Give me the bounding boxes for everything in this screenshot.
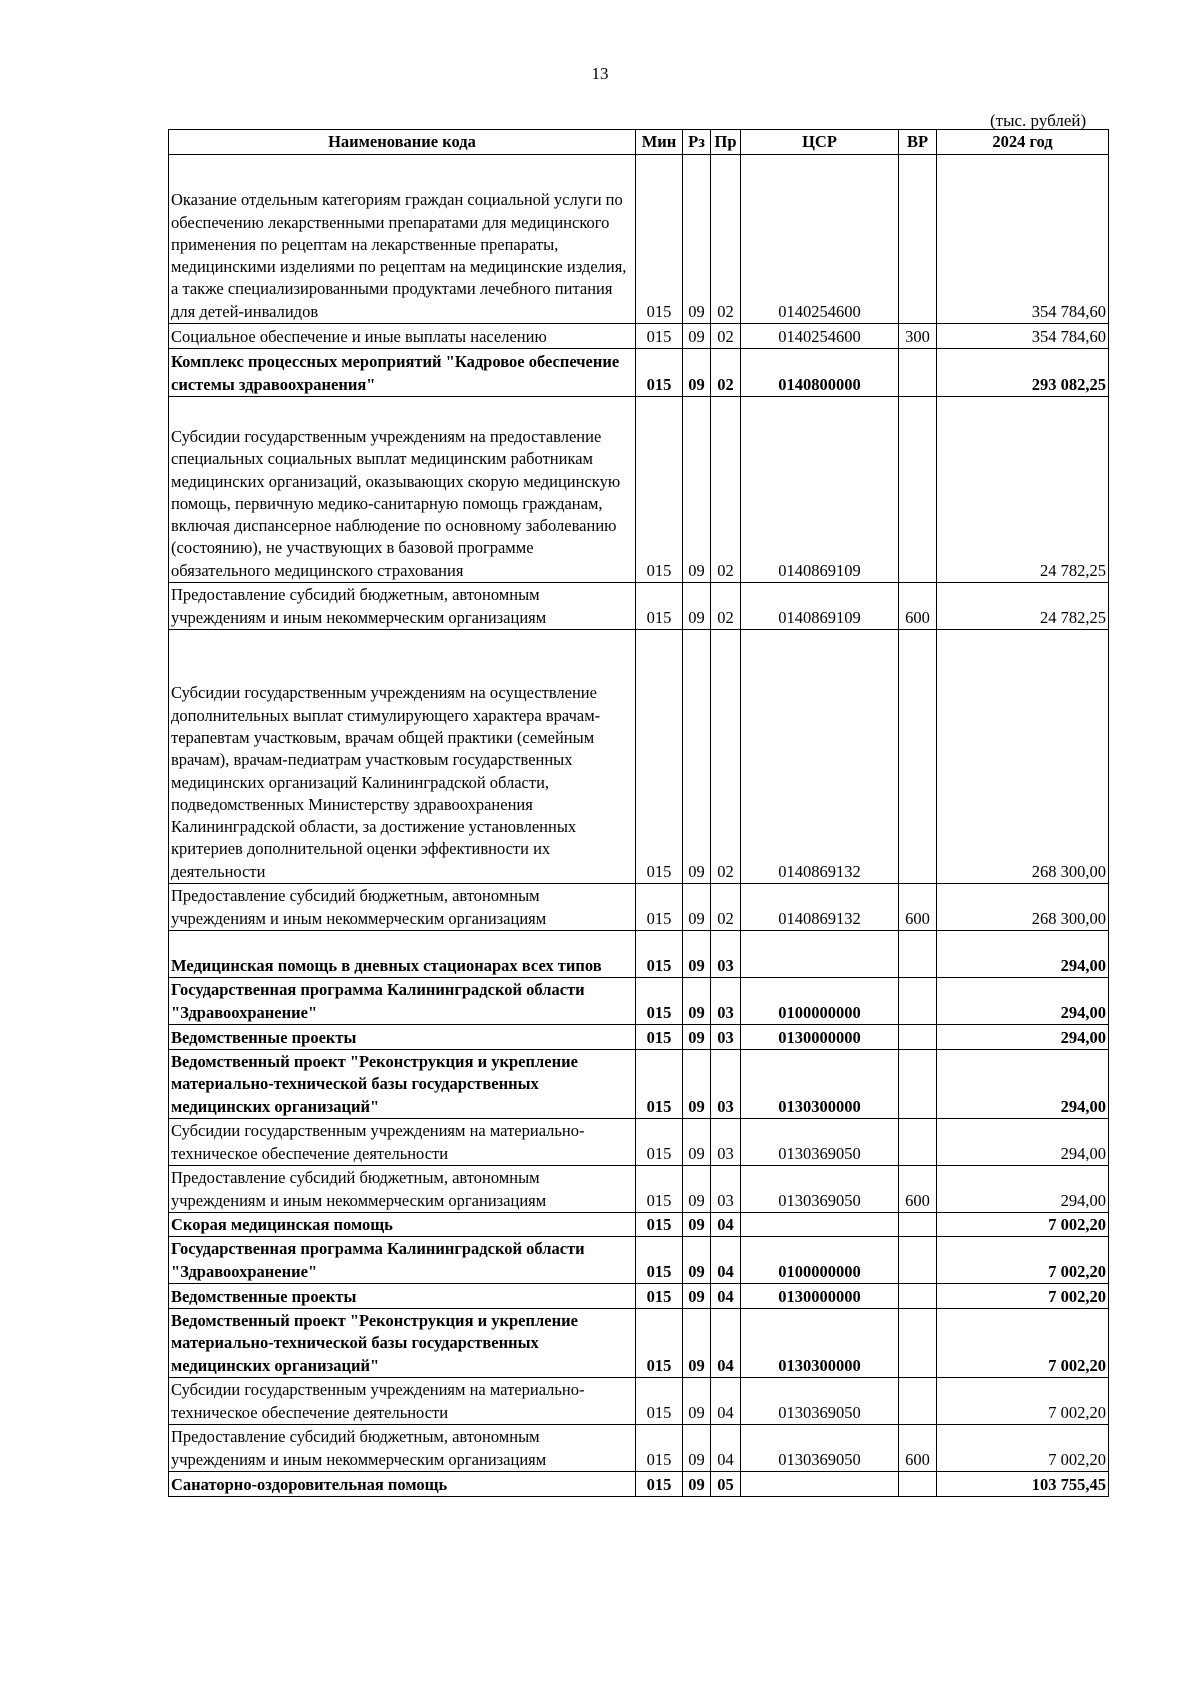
table-row xyxy=(169,1213,1109,1237)
cell-name: Комплекс процессных мероприятий "Кадровое обеспечение системы здравоохранения" xyxy=(169,349,636,397)
cell-csr: 0140254600 xyxy=(741,324,899,349)
cell-min: 015 xyxy=(636,884,683,931)
cell-min: 015 xyxy=(636,1119,683,1166)
cell-amount: 7 002,20 xyxy=(937,1237,1109,1284)
cell-rz: 09 xyxy=(683,1213,711,1237)
table-row xyxy=(169,583,1109,630)
table-row xyxy=(169,978,1109,1025)
cell-amount: 24 782,25 xyxy=(937,397,1109,583)
cell-min: 015 xyxy=(636,931,683,978)
cell-csr xyxy=(741,1213,899,1237)
cell-rz: 09 xyxy=(683,1166,711,1213)
cell-pr: 04 xyxy=(711,1284,741,1309)
cell-amount: 268 300,00 xyxy=(937,630,1109,884)
cell-name: Субсидии государственным учреждениям на предоставление специальных социальных выплат медицинским работникам медицинских организаций, оказывающих скорую медицинскую помощь, первичную медико-санитарную помощь гражданам, включая диспансерное наблюдение по основному заболеванию (состоянию), не участвующих в базовой программе обязательного медицинского страхования xyxy=(169,397,636,583)
cell-min: 015 xyxy=(636,1472,683,1497)
cell-rz: 09 xyxy=(683,155,711,324)
cell-name: Социальное обеспечение и иные выплаты населению xyxy=(169,324,636,349)
table-row xyxy=(169,884,1109,931)
cell-csr xyxy=(741,1472,899,1497)
cell-vr xyxy=(899,1025,937,1050)
cell-min: 015 xyxy=(636,630,683,884)
cell-min: 015 xyxy=(636,1166,683,1213)
cell-min: 015 xyxy=(636,1025,683,1050)
cell-rz: 09 xyxy=(683,1425,711,1472)
cell-pr: 02 xyxy=(711,884,741,931)
page-number: 13 xyxy=(591,64,609,83)
cell-amount: 7 002,20 xyxy=(937,1378,1109,1425)
cell-amount: 7 002,20 xyxy=(937,1284,1109,1309)
cell-min: 015 xyxy=(636,1237,683,1284)
cell-min: 015 xyxy=(636,397,683,583)
table-row xyxy=(169,397,1109,583)
cell-csr xyxy=(741,931,899,978)
cell-csr: 0130369050 xyxy=(741,1378,899,1425)
cell-amount: 294,00 xyxy=(937,978,1109,1025)
cell-name: Государственная программа Калининградской области "Здравоохранение" xyxy=(169,978,636,1025)
cell-vr xyxy=(899,1309,937,1378)
header-min: Мин xyxy=(636,130,683,155)
cell-min: 015 xyxy=(636,1378,683,1425)
cell-vr: 300 xyxy=(899,324,937,349)
table-row xyxy=(169,1119,1109,1166)
cell-csr: 0100000000 xyxy=(741,1237,899,1284)
header-pr: Пр xyxy=(711,130,741,155)
cell-pr: 02 xyxy=(711,630,741,884)
cell-name: Скорая медицинская помощь xyxy=(169,1213,636,1237)
table-header-row xyxy=(169,130,1109,155)
cell-pr: 02 xyxy=(711,324,741,349)
cell-name: Ведомственный проект "Реконструкция и укрепление материально-технической базы государственных медицинских организаций" xyxy=(169,1050,636,1119)
table-body xyxy=(169,155,1109,1497)
cell-name: Медицинская помощь в дневных стационарах всех типов xyxy=(169,931,636,978)
cell-amount: 7 002,20 xyxy=(937,1425,1109,1472)
cell-csr: 0130369050 xyxy=(741,1119,899,1166)
table-row xyxy=(169,1025,1109,1050)
cell-rz: 09 xyxy=(683,1472,711,1497)
cell-name: Санаторно-оздоровительная помощь xyxy=(169,1472,636,1497)
cell-pr: 04 xyxy=(711,1425,741,1472)
cell-csr: 0140869132 xyxy=(741,884,899,931)
cell-vr: 600 xyxy=(899,583,937,630)
cell-vr xyxy=(899,630,937,884)
cell-rz: 09 xyxy=(683,324,711,349)
cell-amount: 7 002,20 xyxy=(937,1309,1109,1378)
cell-vr xyxy=(899,1237,937,1284)
cell-name: Предоставление субсидий бюджетным, автономным учреждениям и иным некоммерческим организациям xyxy=(169,1425,636,1472)
cell-name: Предоставление субсидий бюджетным, автономным учреждениям и иным некоммерческим организациям xyxy=(169,884,636,931)
cell-name: Предоставление субсидий бюджетным, автономным учреждениям и иным некоммерческим организациям xyxy=(169,583,636,630)
cell-csr: 0100000000 xyxy=(741,978,899,1025)
cell-rz: 09 xyxy=(683,884,711,931)
cell-amount: 294,00 xyxy=(937,931,1109,978)
header-csr: ЦСР xyxy=(741,130,899,155)
cell-pr: 03 xyxy=(711,931,741,978)
cell-amount: 7 002,20 xyxy=(937,1213,1109,1237)
cell-min: 015 xyxy=(636,1284,683,1309)
cell-vr xyxy=(899,1213,937,1237)
cell-rz: 09 xyxy=(683,397,711,583)
table-row xyxy=(169,324,1109,349)
cell-vr: 600 xyxy=(899,1425,937,1472)
cell-min: 015 xyxy=(636,1309,683,1378)
cell-rz: 09 xyxy=(683,583,711,630)
table-row xyxy=(169,931,1109,978)
cell-min: 015 xyxy=(636,1425,683,1472)
cell-csr: 0140869132 xyxy=(741,630,899,884)
cell-pr: 04 xyxy=(711,1309,741,1378)
header-name: Наименование кода xyxy=(169,130,636,155)
table-row xyxy=(169,1472,1109,1497)
cell-csr: 0140869109 xyxy=(741,583,899,630)
table-row xyxy=(169,1050,1109,1119)
cell-min: 015 xyxy=(636,155,683,324)
cell-csr: 0130000000 xyxy=(741,1025,899,1050)
cell-vr xyxy=(899,1284,937,1309)
cell-pr: 04 xyxy=(711,1378,741,1425)
cell-pr: 02 xyxy=(711,397,741,583)
cell-min: 015 xyxy=(636,978,683,1025)
budget-table xyxy=(168,129,1109,1497)
cell-amount: 103 755,45 xyxy=(937,1472,1109,1497)
cell-amount: 294,00 xyxy=(937,1166,1109,1213)
cell-pr: 04 xyxy=(711,1213,741,1237)
cell-rz: 09 xyxy=(683,1237,711,1284)
cell-pr: 03 xyxy=(711,1166,741,1213)
cell-min: 015 xyxy=(636,1050,683,1119)
cell-amount: 293 082,25 xyxy=(937,349,1109,397)
cell-pr: 05 xyxy=(711,1472,741,1497)
cell-csr: 0130369050 xyxy=(741,1425,899,1472)
table-row xyxy=(169,1237,1109,1284)
cell-name: Государственная программа Калининградской области "Здравоохранение" xyxy=(169,1237,636,1284)
cell-name: Субсидии государственным учреждениям на материально-техническое обеспечение деятельности xyxy=(169,1119,636,1166)
cell-rz: 09 xyxy=(683,1378,711,1425)
cell-pr: 03 xyxy=(711,1025,741,1050)
header-year: 2024 год xyxy=(937,130,1109,155)
cell-name: Ведомственные проекты xyxy=(169,1025,636,1050)
cell-vr xyxy=(899,397,937,583)
cell-rz: 09 xyxy=(683,1050,711,1119)
cell-csr: 0140800000 xyxy=(741,349,899,397)
cell-csr: 0130300000 xyxy=(741,1309,899,1378)
cell-amount: 354 784,60 xyxy=(937,324,1109,349)
cell-amount: 268 300,00 xyxy=(937,884,1109,931)
cell-vr xyxy=(899,155,937,324)
table-row xyxy=(169,1378,1109,1425)
cell-amount: 294,00 xyxy=(937,1050,1109,1119)
cell-amount: 354 784,60 xyxy=(937,155,1109,324)
cell-min: 015 xyxy=(636,1213,683,1237)
cell-pr: 03 xyxy=(711,978,741,1025)
cell-vr xyxy=(899,349,937,397)
table-row xyxy=(169,155,1109,324)
cell-rz: 09 xyxy=(683,1025,711,1050)
table-row xyxy=(169,1425,1109,1472)
cell-vr xyxy=(899,1119,937,1166)
cell-csr: 0130000000 xyxy=(741,1284,899,1309)
cell-pr: 03 xyxy=(711,1119,741,1166)
cell-name: Субсидии государственным учреждениям на осуществление дополнительных выплат стимулирующего характера врачам-терапевтам участковым, врачам общей практики (семейным врачам), врачам-педиатрам участковым государственных медицинских организаций Калининградской области, подведомственных Министерству здравоохранения Калининградской области, за достижение установленных критериев дополнительной оценки эффективности их деятельности xyxy=(169,630,636,884)
cell-rz: 09 xyxy=(683,1309,711,1378)
cell-vr xyxy=(899,1472,937,1497)
cell-name: Предоставление субсидий бюджетным, автономным учреждениям и иным некоммерческим организациям xyxy=(169,1166,636,1213)
cell-min: 015 xyxy=(636,349,683,397)
header-rz: Рз xyxy=(683,130,711,155)
cell-min: 015 xyxy=(636,583,683,630)
cell-vr xyxy=(899,1050,937,1119)
table-row xyxy=(169,630,1109,884)
cell-csr: 0130300000 xyxy=(741,1050,899,1119)
cell-csr: 0130369050 xyxy=(741,1166,899,1213)
cell-pr: 04 xyxy=(711,1237,741,1284)
header-vr: ВР xyxy=(899,130,937,155)
cell-rz: 09 xyxy=(683,630,711,884)
cell-vr xyxy=(899,1378,937,1425)
cell-vr xyxy=(899,931,937,978)
cell-name: Ведомственный проект "Реконструкция и укрепление материально-технической базы государственных медицинских организаций" xyxy=(169,1309,636,1378)
cell-name: Субсидии государственным учреждениям на материально-техническое обеспечение деятельности xyxy=(169,1378,636,1425)
cell-amount: 294,00 xyxy=(937,1025,1109,1050)
cell-vr xyxy=(899,978,937,1025)
table-row xyxy=(169,1309,1109,1378)
cell-name: Ведомственные проекты xyxy=(169,1284,636,1309)
cell-name: Оказание отдельным категориям граждан социальной услуги по обеспечению лекарственными препаратами для медицинского применения по рецептам на лекарственные препараты, медицинскими изделиями по рецептам на медицинские изделия, а также специализированными продуктами лечебного питания для детей-инвалидов xyxy=(169,155,636,324)
cell-vr: 600 xyxy=(899,884,937,931)
cell-vr: 600 xyxy=(899,1166,937,1213)
cell-pr: 02 xyxy=(711,155,741,324)
cell-min: 015 xyxy=(636,324,683,349)
table-row xyxy=(169,1284,1109,1309)
cell-rz: 09 xyxy=(683,349,711,397)
table-row xyxy=(169,349,1109,397)
cell-rz: 09 xyxy=(683,978,711,1025)
cell-pr: 02 xyxy=(711,349,741,397)
cell-pr: 03 xyxy=(711,1050,741,1119)
cell-csr: 0140254600 xyxy=(741,155,899,324)
cell-amount: 24 782,25 xyxy=(937,583,1109,630)
cell-rz: 09 xyxy=(683,1284,711,1309)
cell-rz: 09 xyxy=(683,931,711,978)
unit-note: (тыс. рублей) xyxy=(990,111,1087,130)
table-row xyxy=(169,1166,1109,1213)
cell-csr: 0140869109 xyxy=(741,397,899,583)
cell-pr: 02 xyxy=(711,583,741,630)
cell-amount: 294,00 xyxy=(937,1119,1109,1166)
cell-rz: 09 xyxy=(683,1119,711,1166)
